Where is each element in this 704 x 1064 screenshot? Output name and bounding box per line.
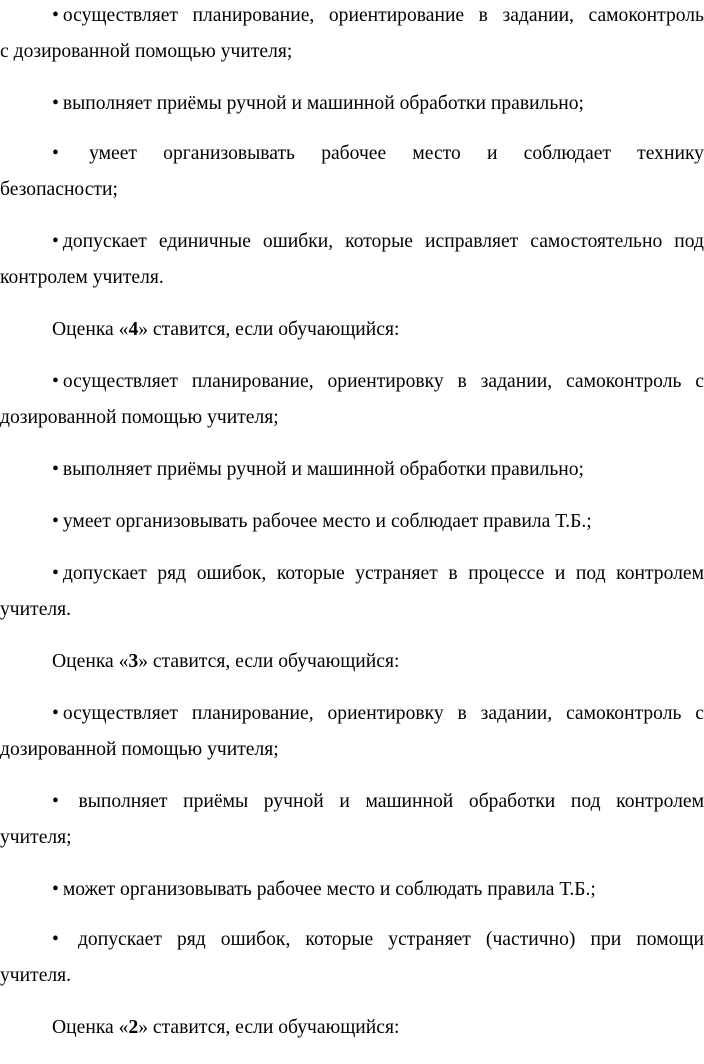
- criteria-item: [0, 136, 704, 208]
- grade-value: 4: [128, 319, 139, 340]
- criteria-text-cont: дозированной помощью учителя;: [0, 407, 279, 428]
- criteria-text-cont: безопасности;: [0, 179, 118, 200]
- grade-value: 3: [128, 651, 139, 672]
- bullet-icon: •: [52, 511, 59, 532]
- criteria-item: [0, 86, 704, 122]
- criteria-text-cont: дозированной помощью учителя;: [0, 739, 279, 760]
- criteria-text: допускает ряд ошибок, которые устраняет в процессе и под контролем: [62, 563, 704, 584]
- criteria-text-cont: учителя;: [0, 827, 72, 848]
- criteria-item: [0, 0, 704, 70]
- grade-heading-4: Оценка «4» ставится, если обучающийся:: [52, 319, 400, 340]
- grade-heading-2: Оценка «2» ставится, если обучающийся:: [52, 1017, 400, 1038]
- criteria-text: умеет организовывать рабочее место и соблюдает технику: [89, 143, 704, 164]
- criteria-text: выполняет приёмы ручной и машинной обработки правильно;: [62, 459, 584, 480]
- criteria-text: выполняет приёмы ручной и машинной обработки правильно;: [62, 93, 584, 114]
- criteria-text: осуществляет планирование, ориентировку в задании, самоконтроль с: [62, 703, 704, 724]
- criteria-item: [0, 872, 704, 908]
- bullet-icon: •: [52, 143, 59, 164]
- criteria-text: допускает единичные ошибки, которые исправляет самостоятельно под: [62, 231, 704, 252]
- criteria-item: [0, 504, 704, 540]
- criteria-text: осуществляет планирование, ориентирование в задании, самоконтроль: [62, 5, 704, 26]
- bullet-icon: •: [52, 929, 59, 950]
- criteria-text: умеет организовывать рабочее место и соблюдает правила Т.Б.;: [62, 511, 592, 532]
- criteria-item: [0, 922, 704, 994]
- criteria-text: допускает ряд ошибок, которые устраняет (частично) при помощи: [77, 929, 704, 950]
- bullet-icon: •: [52, 703, 59, 724]
- criteria-item: [0, 696, 704, 768]
- criteria-text-cont: контролем учителя.: [0, 267, 164, 288]
- criteria-item: [0, 556, 704, 628]
- bullet-icon: •: [52, 231, 59, 252]
- criteria-item: [0, 452, 704, 488]
- bullet-icon: •: [52, 791, 59, 812]
- grade-heading-3: Оценка «3» ставится, если обучающийся:: [52, 651, 400, 672]
- criteria-text: осуществляет планирование, ориентировку в задании, самоконтроль с: [62, 371, 704, 392]
- criteria-text-cont: учителя.: [0, 965, 72, 986]
- bullet-icon: •: [52, 459, 59, 480]
- criteria-text: может организовывать рабочее место и соблюдать правила Т.Б.;: [62, 879, 596, 900]
- bullet-icon: •: [52, 371, 59, 392]
- criteria-item: [0, 224, 704, 296]
- grade-value: 2: [128, 1017, 139, 1038]
- bullet-icon: •: [52, 563, 59, 584]
- criteria-text: выполняет приёмы ручной и машинной обработки под контролем: [78, 791, 704, 812]
- criteria-item: [0, 784, 704, 856]
- criteria-text-cont: учителя.: [0, 599, 72, 620]
- bullet-icon: •: [52, 93, 59, 114]
- criteria-item: [0, 364, 704, 436]
- criteria-text-cont: с дозированной помощью учителя;: [0, 41, 293, 62]
- bullet-icon: •: [52, 879, 59, 900]
- bullet-icon: •: [52, 5, 59, 26]
